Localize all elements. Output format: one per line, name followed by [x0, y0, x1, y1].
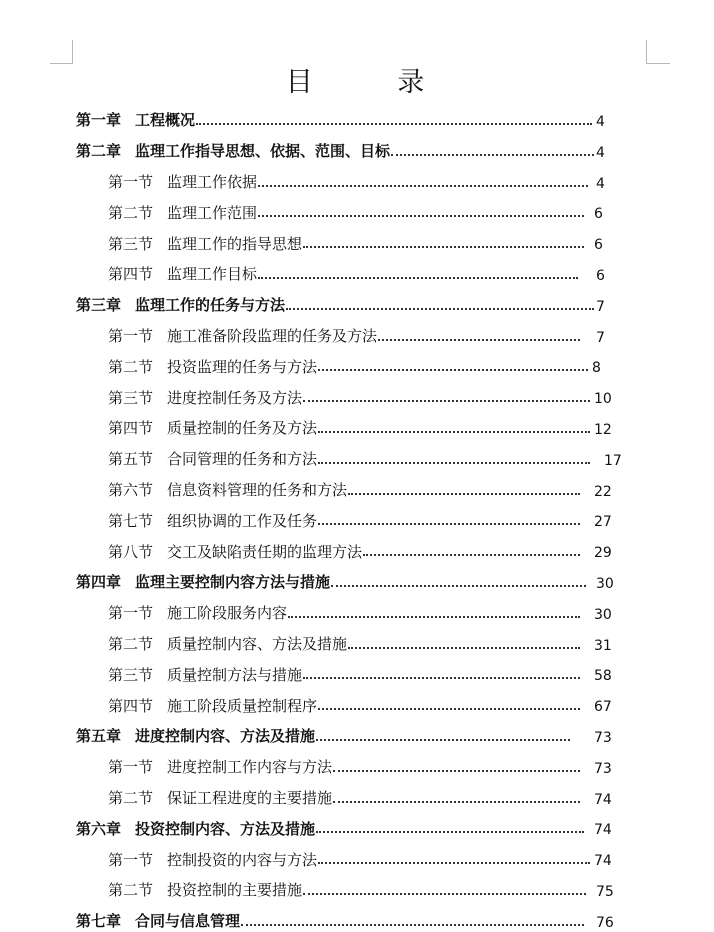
toc-entry-text: 控制投资的内容与方法 — [167, 850, 318, 869]
toc-entry-label — [76, 819, 315, 839]
toc-section-entry[interactable] — [0, 444, 714, 475]
toc-entry-number: 第四节 — [108, 419, 154, 438]
toc-page-number: 4 — [596, 144, 605, 161]
toc-entry-number: 第二节 — [108, 357, 154, 376]
toc-entry-text: 监理工作范围 — [167, 203, 258, 222]
toc-page-number: 6 — [594, 237, 603, 254]
toc-leader-dots — [331, 585, 586, 587]
toc-entry-label — [108, 234, 302, 254]
toc-entry-text: 质量控制内容、方法及措施 — [167, 634, 348, 653]
toc-entry-number: 第二节 — [108, 881, 154, 900]
toc-leader-dots — [318, 431, 590, 433]
toc-page-number: 6 — [596, 267, 605, 284]
toc-entry-text: 投资监理的任务与方法 — [167, 357, 318, 376]
toc-entry-text: 施工阶段质量控制程序 — [167, 696, 318, 715]
toc-leader-dots — [348, 493, 580, 495]
toc-entry-text: 投资控制内容、方法及措施 — [135, 819, 316, 838]
toc-leader-dots — [316, 739, 570, 741]
toc-entry-number: 第四章 — [76, 573, 122, 592]
toc-chapter-entry[interactable] — [0, 105, 714, 136]
toc-page-number: 74 — [594, 853, 612, 870]
toc-leader-dots — [303, 400, 590, 402]
toc-entry-label — [108, 696, 317, 716]
toc-entry-number: 第二节 — [108, 634, 154, 653]
toc-entry-label — [108, 788, 332, 808]
toc-page-number: 22 — [594, 483, 612, 500]
toc-leader-dots — [258, 215, 584, 217]
toc-section-entry[interactable] — [0, 228, 714, 259]
toc-page-number: 29 — [594, 545, 612, 562]
toc-page-number: 31 — [594, 637, 612, 654]
toc-section-entry[interactable] — [0, 167, 714, 198]
toc-entry-number: 第一节 — [108, 172, 154, 191]
toc-page-number: 74 — [594, 791, 612, 808]
toc-entry-label — [108, 264, 257, 284]
toc-section-entry[interactable] — [0, 321, 714, 352]
toc-leader-dots — [258, 185, 588, 187]
toc-entry-label — [108, 418, 317, 438]
toc-chapter-entry[interactable] — [0, 567, 714, 598]
toc-entry-number: 第二章 — [76, 142, 122, 161]
toc-section-entry[interactable] — [0, 475, 714, 506]
toc-entry-label — [108, 357, 317, 377]
toc-page-number: 4 — [596, 175, 605, 192]
toc-entry-text: 质量控制方法与措施 — [167, 665, 303, 684]
toc-page-number: 74 — [594, 822, 612, 839]
toc-page-number: 10 — [594, 391, 612, 408]
toc-chapter-entry[interactable] — [0, 290, 714, 321]
toc-entry-text: 投资控制的主要措施 — [167, 881, 303, 900]
toc-section-entry[interactable] — [0, 382, 714, 413]
toc-title: 目 录 — [285, 67, 463, 98]
toc-chapter-entry[interactable] — [0, 136, 714, 167]
toc-page-number: 7 — [596, 298, 605, 315]
toc-section-entry[interactable] — [0, 752, 714, 783]
toc-entry-number: 第一节 — [108, 758, 154, 777]
toc-entry-label — [108, 480, 347, 500]
toc-entry-text: 合同管理的任务和方法 — [167, 450, 318, 469]
toc-leader-dots — [378, 339, 580, 341]
toc-page-number: 4 — [596, 114, 605, 130]
toc-entry-number: 第三节 — [108, 234, 154, 253]
toc-entry-number: 第七章 — [76, 912, 122, 931]
toc-leader-dots — [318, 462, 590, 464]
toc-section-entry[interactable] — [0, 783, 714, 814]
toc-entry-number: 第三节 — [108, 665, 154, 684]
toc-page-number: 12 — [594, 421, 612, 438]
toc-entry-number: 第七节 — [108, 511, 154, 530]
toc-entry-text: 工程概况 — [135, 111, 196, 130]
toc-leader-dots — [196, 123, 592, 125]
toc-entry-label — [76, 141, 390, 161]
toc-entry-label — [108, 603, 287, 623]
toc-entry-number: 第一节 — [108, 604, 154, 623]
toc-entry-label — [76, 726, 315, 746]
toc-entry-text: 施工阶段服务内容 — [167, 604, 288, 623]
toc-leader-dots — [318, 862, 590, 864]
toc-leader-dots — [303, 246, 584, 248]
toc-entry-text: 交工及缺陷责任期的监理方法 — [167, 542, 363, 561]
toc-entry-number: 第八节 — [108, 542, 154, 561]
toc-page-number: 58 — [594, 668, 612, 685]
toc-leader-dots — [288, 616, 580, 618]
toc-leader-dots — [286, 308, 594, 310]
toc-entry-text: 监理工作依据 — [167, 172, 258, 191]
toc-entry-label — [76, 295, 285, 315]
toc-page-number: 73 — [594, 729, 612, 746]
toc-entry-number: 第一章 — [76, 111, 122, 130]
toc-entry-text: 监理工作的指导思想 — [167, 234, 303, 253]
toc-leader-dots — [318, 708, 580, 710]
toc-entry-text: 质量控制的任务及方法 — [167, 419, 318, 438]
toc-entry-number: 第四节 — [108, 265, 154, 284]
toc-page-number: 30 — [594, 606, 612, 623]
toc-entry-text: 合同与信息管理 — [135, 912, 241, 931]
toc-entry-label — [76, 110, 195, 130]
toc-entry-text: 保证工程进度的主要措施 — [167, 788, 333, 807]
toc-section-entry[interactable] — [0, 536, 714, 567]
toc-leader-dots — [333, 801, 580, 803]
toc-chapter-entry[interactable] — [0, 906, 714, 932]
toc-chapter-entry[interactable] — [0, 813, 714, 844]
toc-chapter-entry[interactable] — [0, 721, 714, 752]
toc-entry-text: 组织协调的工作及任务 — [167, 511, 318, 530]
toc-entry-text: 进度控制任务及方法 — [167, 388, 303, 407]
toc-leader-dots — [303, 893, 586, 895]
toc-entry-number: 第六章 — [76, 819, 122, 838]
toc-section-entry[interactable] — [0, 629, 714, 660]
toc-entry-text: 监理工作目标 — [167, 265, 258, 284]
toc-entry-label — [108, 665, 302, 685]
toc-page-number: 67 — [594, 699, 612, 716]
toc-entry-label — [108, 542, 362, 562]
toc-section-entry[interactable] — [0, 259, 714, 290]
toc-leader-dots — [363, 554, 580, 556]
toc-leader-dots — [316, 831, 584, 833]
toc-entry-number: 第二节 — [108, 203, 154, 222]
toc-entry-number: 第三章 — [76, 296, 122, 315]
toc-entry-label — [108, 388, 302, 408]
table-of-contents — [0, 105, 714, 932]
toc-entry-number: 第一节 — [108, 850, 154, 869]
toc-entry-label — [108, 449, 317, 469]
toc-page-number: 76 — [596, 914, 614, 931]
toc-entry-text: 监理工作的任务与方法 — [135, 296, 286, 315]
toc-entry-text: 施工准备阶段监理的任务及方法 — [167, 326, 378, 345]
toc-page-number: 7 — [596, 329, 605, 346]
toc-entry-number: 第四节 — [108, 696, 154, 715]
toc-page-number: 6 — [594, 206, 603, 223]
toc-page-number: 30 — [596, 575, 614, 592]
toc-page-number: 27 — [594, 514, 612, 531]
toc-entry-text: 监理主要控制内容方法与措施 — [135, 573, 331, 592]
toc-entry-label — [108, 511, 317, 531]
toc-page-number: 75 — [596, 883, 614, 900]
toc-entry-number: 第六节 — [108, 480, 154, 499]
toc-entry-label — [108, 757, 332, 777]
toc-leader-dots — [333, 770, 580, 772]
toc-leader-dots — [303, 677, 580, 679]
toc-entry-label — [76, 911, 240, 931]
toc-section-entry[interactable] — [0, 690, 714, 721]
toc-entry-label — [108, 172, 257, 192]
toc-entry-number: 第三节 — [108, 388, 154, 407]
toc-entry-number: 第二节 — [108, 788, 154, 807]
toc-entry-label — [108, 203, 257, 223]
toc-entry-text: 信息资料管理的任务和方法 — [167, 480, 348, 499]
toc-leader-dots — [391, 154, 594, 156]
toc-entry-label — [108, 326, 377, 346]
toc-entry-number: 第五节 — [108, 450, 154, 469]
toc-entry-label — [108, 850, 317, 870]
toc-section-entry[interactable] — [0, 413, 714, 444]
toc-section-entry[interactable] — [0, 505, 714, 536]
toc-entry-text: 进度控制工作内容与方法 — [167, 758, 333, 777]
toc-entry-label — [108, 634, 347, 654]
toc-entry-text: 监理工作指导思想、依据、范围、目标 — [135, 142, 391, 161]
toc-section-entry[interactable] — [0, 351, 714, 382]
toc-leader-dots — [241, 924, 584, 926]
toc-section-entry[interactable] — [0, 875, 714, 906]
toc-leader-dots — [318, 369, 588, 371]
toc-page-number: 17 — [604, 452, 622, 469]
toc-page-number: 8 — [592, 360, 601, 377]
toc-entry-number: 第五章 — [76, 727, 122, 746]
toc-section-entry[interactable] — [0, 598, 714, 629]
margin-mark-top-left-vertical — [72, 40, 73, 64]
toc-section-entry[interactable] — [0, 844, 714, 875]
margin-mark-top-right-vertical — [646, 40, 647, 64]
toc-entry-label — [108, 880, 302, 900]
toc-entry-text: 进度控制内容、方法及措施 — [135, 727, 316, 746]
toc-section-entry[interactable] — [0, 659, 714, 690]
toc-page-number: 73 — [594, 760, 612, 777]
toc-leader-dots — [258, 277, 578, 279]
toc-entry-number: 第一节 — [108, 326, 154, 345]
toc-section-entry[interactable] — [0, 197, 714, 228]
toc-leader-dots — [348, 647, 580, 649]
toc-entry-label — [76, 572, 330, 592]
toc-leader-dots — [318, 523, 580, 525]
